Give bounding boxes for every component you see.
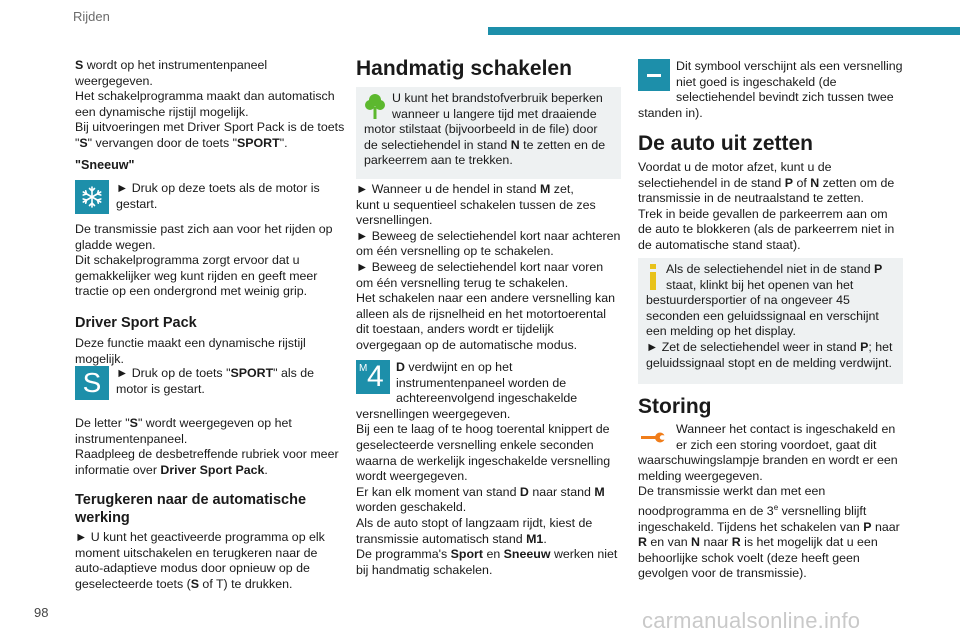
wrench-warning-icon: [638, 424, 670, 446]
sport-s-icon: S: [75, 366, 109, 400]
paragraph: S wordt op het instrumentenpaneel weergegeven. Het schakelprogramma maakt dan automatisch een dynamische rijstijl mogelijk. Bij uitvoeringen met Driver Sport Pack is de toets "S" vervangen door de toets "SPORT".: [75, 58, 345, 150]
snowflake-icon: [75, 180, 109, 214]
watermark: carmanualsonline.info: [642, 608, 861, 633]
fault-block: Wanneer het contact is ingeschakeld en er zich een storing voordoet, gaat dit waarschuwingslampje branden en wordt er een melding weergegeven. De transmissie werkt dan met een noodprogramma en de 3e versnelling blijft ingeschakeld. Tijdens het schakelen van P naar R en van N naar R is het mogelijk dat u een behoorlijke schok voelt (deze heeft geen gevolgen voor de transmissie).: [638, 422, 900, 581]
gear-display-block: M 4 D verdwijnt en op het instrumentenpaneel worden de achtereenvolgend ingeschakelde versnellingen weergegeven. Bij een te laag of te hoog toerental knippert de geselecteerde versnelling enkele seconden waarna de werkelijk ingeschakelde versnelling wordt weergegeven. Er kan elk moment van stand D naar stand M worden geschakeld. Als de auto stopt of langzaam rijdt, kiest de transmissie automatisch stand M1. De programma's Sport en Sneeuw werken niet bij handmatig schakelen.: [356, 360, 618, 577]
section-title-switch-off: De auto uit zetten: [638, 132, 814, 155]
section-title-manual-shift: Handmatig schakelen: [356, 57, 572, 80]
paragraph: ► U kunt het geactiveerde programma op elk moment uitschakelen en terugkeren naar de auto-adaptieve modus door opnieuw op de geselecteerde toets (S of T) te drukken.: [75, 530, 325, 591]
paragraph: ► Wanneer u de hendel in stand M zet, kunt u sequentieel schakelen tussen de zes versnellingen. ► Beweeg de selectiehendel kort naar achteren om één versnelling op te schakelen. ► Beweeg de selectiehendel kort naar voren om één versnelling terug te schakelen. Het schakelen naar een andere versnelling kan alleen als de rijsnelheid en het motortoerental dit toestaan, anders wordt er tijdelijk overgegaan op de automatische modus.: [356, 182, 621, 352]
section-title-return-auto: Terugkeren naar de automatische werking: [75, 492, 307, 526]
section-title-driver-sport-pack: Driver Sport Pack: [75, 315, 197, 331]
minus-note: Dit symbool verschijnt als een versnelling niet goed is ingeschakeld (de selectiehendel bevindt zich tussen twee standen in).: [638, 59, 903, 120]
minus-icon: [638, 59, 670, 91]
header-title: Rijden: [73, 9, 110, 24]
paragraph: Deze functie maakt een dynamische rijstijl mogelijk.: [75, 336, 306, 366]
snow-step: ► Druk op deze toets als de motor is gestart.: [75, 180, 347, 214]
eco-note: U kunt het brandstofverbruik beperken wanneer u langere tijd met draaiende motor stilstaat (bijvoorbeeld in de file) door de selectiehendel in stand N te zetten en de parkeerrem aan te trekken.: [356, 87, 621, 179]
snow-title: "Sneeuw": [75, 158, 135, 172]
section-title-fault: Storing: [638, 395, 712, 418]
info-note: Als de selectiehendel niet in de stand P staat, klinkt bij het openen van het bestuurdersportier of na ongeveer 45 seconden een geluidssignaal en verschijnt een melding op het display. ► Zet de selectiehendel weer in stand P; het geluidssignaal stopt en de melding verdwijnt.: [638, 258, 903, 384]
page-number: 98: [34, 605, 49, 620]
paragraph: Voordat u de motor afzet, kunt u de selectiehendel in de stand P of N zetten om de transmissie in de neutraalstand te zetten. Trek in beide gevallen de parkeerrem aan om de auto te blokkeren (als de parkeerrem niet in de automatische stand staat).: [638, 160, 895, 252]
paragraph: De letter "S" wordt weergegeven op het instrumentenpaneel. Raadpleeg de desbetreffende rubriek voor meer informatie over Driver Sport Pack.: [75, 416, 339, 477]
header-accent-bar: [488, 27, 960, 35]
info-icon: [646, 262, 660, 292]
eco-tree-icon: [364, 91, 386, 121]
paragraph: De transmissie past zich aan voor het rijden op gladde wegen. Dit schakelprogramma zorgt ervoor dat u gemakkelijker weg kunt rijden en geeft meer tractie op een ondergrond met weinig grip.: [75, 222, 333, 299]
gear-m4-icon: M 4: [356, 360, 390, 394]
dsp-step: S ► Druk op de toets "SPORT" als de motor is gestart.: [75, 366, 347, 400]
